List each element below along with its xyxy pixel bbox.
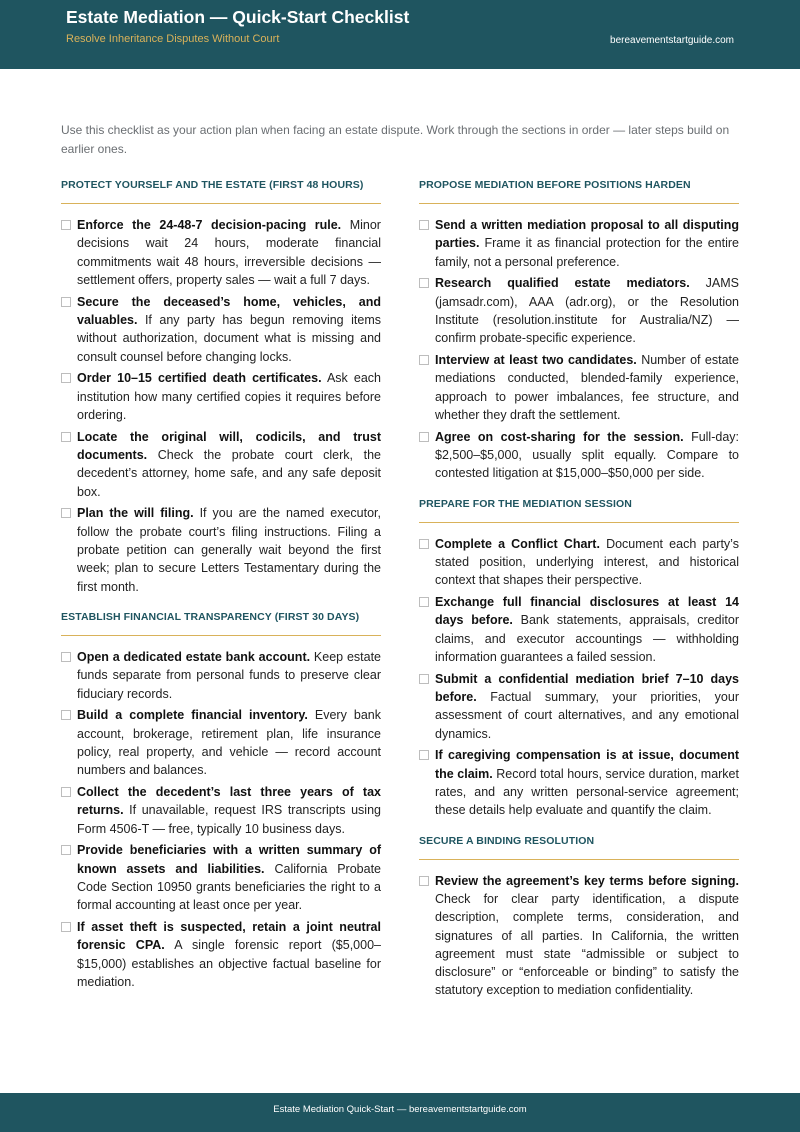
item-lead: Submit a confidential mediation brief 7–10 days before. — [435, 671, 739, 705]
section-title: ESTABLISH FINANCIAL TRANSPARENCY (FIRST 30 DAYS) — [61, 608, 381, 636]
page-footer — [0, 1093, 800, 1132]
checkbox[interactable] — [61, 297, 71, 307]
section-title: SECURE A BINDING RESOLUTION — [419, 832, 739, 860]
item-lead: Locate the original will, codicils, and trust documents. — [77, 429, 381, 463]
checklist-item — [61, 369, 381, 424]
checklist-item — [419, 535, 739, 590]
checkbox[interactable] — [419, 220, 429, 230]
checklist-item — [419, 428, 739, 483]
item-lead: Collect the decedent’s last three years of tax returns. — [77, 785, 381, 818]
item-body: A single forensic report ($5,000–$15,000) establishes an objective factual baseline for mediation. — [77, 938, 381, 989]
item-body: If any party has begun removing items without authorization, document what is missing and consult counsel before changing locks. — [77, 312, 381, 364]
item-lead: Interview at least two candidates. — [435, 353, 637, 368]
left-column — [61, 176, 381, 1003]
checklist — [419, 872, 739, 1000]
checklist — [61, 216, 381, 596]
checklist-section — [419, 495, 739, 820]
checklist-item — [61, 648, 381, 703]
item-lead: Send a written mediation proposal to all disputing parties. — [435, 218, 739, 251]
checkbox[interactable] — [419, 750, 429, 760]
checkbox[interactable] — [61, 845, 71, 855]
checkbox[interactable] — [61, 787, 71, 797]
checkbox[interactable] — [419, 278, 429, 288]
checklist-item — [419, 872, 739, 1000]
item-lead: Enforce the 24-48-7 decision-pacing rule. — [77, 218, 342, 232]
checklist-item — [419, 746, 739, 819]
item-lead: Provide beneficiaries with a written summary of known assets and liabilities. — [77, 843, 381, 876]
item-body: Minor decisions wait 24 hours, moderate financial commitments wait 48 hours, irreversible decisions — settlement offers, property sales — wait a full 7 days. — [77, 218, 381, 287]
checklist-section — [419, 176, 739, 483]
checklist-item — [419, 593, 739, 666]
checklist-item — [419, 351, 739, 424]
checkbox[interactable] — [61, 508, 71, 518]
item-body: If you are the named executor, follow the probate court’s filing instructions. Filing a probate petition can generally wait beyond the first week; plan to secure Letters Testamentary during the first month. — [77, 506, 381, 594]
page-title: Estate Mediation — Quick-Start Checklist — [66, 7, 410, 27]
item-lead: Research qualified estate mediators. — [435, 276, 690, 291]
checklist-item — [61, 293, 381, 366]
checklist-item — [61, 428, 381, 501]
checkbox[interactable] — [61, 652, 71, 662]
item-body: Record total hours, service duration, market rates, and any written personal-service agreement; these details help evaluate and quantify the claim. — [435, 766, 739, 818]
item-body: Every bank account, brokerage, retirement plan, life insurance policy, real property, and vehicle — record account numbers and balances. — [77, 708, 382, 778]
checkbox[interactable] — [419, 876, 429, 886]
checklist — [61, 648, 381, 991]
item-lead: Complete a Conflict Chart. — [435, 536, 600, 551]
item-lead: Order 10–15 certified death certificates. — [77, 371, 322, 386]
checklist-item — [61, 783, 381, 838]
checklist — [419, 535, 739, 820]
checklist-item — [419, 670, 739, 743]
checklist-section — [61, 176, 381, 596]
checklist-item — [61, 841, 381, 914]
checklist-item — [419, 274, 739, 347]
item-body: Number of estate mediations conducted, blended-family experience, approach to power imbalances, fee structure, and whether they draft the settlement. — [435, 353, 739, 422]
page-header — [0, 0, 800, 69]
checkbox[interactable] — [419, 355, 429, 365]
checklist-item — [61, 918, 381, 991]
checkbox[interactable] — [61, 373, 71, 383]
item-body: Document each party’s stated position, underlying interest, and historical context that shapes their perspective. — [435, 536, 739, 588]
checkbox[interactable] — [419, 539, 429, 549]
item-body: Keep estate funds separate from personal funds to preserve clear fiduciary records. — [77, 649, 381, 701]
item-body: Frame it as financial protection for the entire family, not a personal preference. — [435, 236, 739, 269]
checklist-item — [61, 706, 381, 779]
section-title: PROTECT YOURSELF AND THE ESTATE (FIRST 48 HOURS) — [61, 176, 381, 204]
checkbox[interactable] — [61, 432, 71, 442]
item-body: Full-day: $2,500–$5,000, usually split equally. Compare to contested litigation at $15,000–$50,000 per side. — [435, 429, 739, 481]
item-lead: Review the agreement’s key terms before signing. — [435, 873, 739, 888]
item-lead: Agree on cost-sharing for the session. — [435, 429, 684, 444]
item-lead: Exchange full financial disclosures at least 14 days before. — [435, 595, 739, 628]
right-column — [419, 176, 739, 1012]
item-lead: If asset theft is suspected, retain a joint neutral forensic CPA. — [77, 920, 381, 953]
item-body: If unavailable, request IRS transcripts using Form 4506-T — free, typically 10 business days. — [77, 803, 381, 836]
item-body: JAMS (jamsadr.com), AAA (adr.org), or the Resolution Institute (resolution.institute for Australia/NZ) — confirm probate-specific experience. — [435, 276, 739, 346]
checklist-section — [61, 608, 381, 991]
footer-text: Estate Mediation Quick-Start — bereavementstartguide.com — [273, 1104, 527, 1115]
checkbox[interactable] — [419, 597, 429, 607]
checkbox[interactable] — [61, 922, 71, 932]
checkbox[interactable] — [419, 674, 429, 684]
checklist-section — [419, 832, 739, 1000]
item-lead: Plan the will filing. — [77, 506, 194, 521]
item-body: Check for clear party identification, a dispute description, complete terms, consideration, and signatures of all parties. In California, the written agreement must state “admissible or subject to disclosure” or “enforceable or binding” to satisfy the statutory exception to mediation confidentiality. — [435, 891, 739, 998]
checklist-item — [61, 216, 381, 289]
checkbox[interactable] — [419, 432, 429, 442]
item-lead: Build a complete financial inventory. — [77, 708, 308, 723]
checkbox[interactable] — [61, 710, 71, 720]
item-body: Bank statements, appraisals, creditor claims, and executor accountings — withholding information guarantees a failed session. — [435, 613, 739, 664]
page-subtitle: Resolve Inheritance Disputes Without Court — [66, 33, 280, 45]
section-title: PREPARE FOR THE MEDIATION SESSION — [419, 495, 739, 523]
item-lead: If caregiving compensation is at issue, document the claim. — [435, 748, 739, 781]
site-url: bereavementstartguide.com — [610, 35, 734, 46]
item-lead: Secure the deceased’s home, vehicles, and valuables. — [77, 294, 381, 327]
section-title: PROPOSE MEDIATION BEFORE POSITIONS HARDEN — [419, 176, 739, 204]
item-body: California Probate Code Section 10950 grants beneficiaries the right to a formal accounting at least once per year. — [77, 861, 381, 913]
item-body: Factual summary, your priorities, your assessment of court alternatives, and any emotional dynamics. — [435, 690, 739, 741]
item-body: Check the probate court clerk, the decedent’s attorney, home safe, and any safe deposit box. — [77, 448, 381, 499]
checklist-item — [61, 504, 381, 595]
item-lead: Open a dedicated estate bank account. — [77, 649, 311, 664]
checklist-item — [419, 216, 739, 271]
intro-text: Use this checklist as your action plan when facing an estate dispute. Work through the sections in order — later steps build on earlier ones. — [61, 123, 730, 156]
checkbox[interactable] — [61, 220, 71, 230]
checklist — [419, 216, 739, 483]
item-body: Ask each institution how many certified copies it requires before ordering. — [77, 371, 381, 422]
